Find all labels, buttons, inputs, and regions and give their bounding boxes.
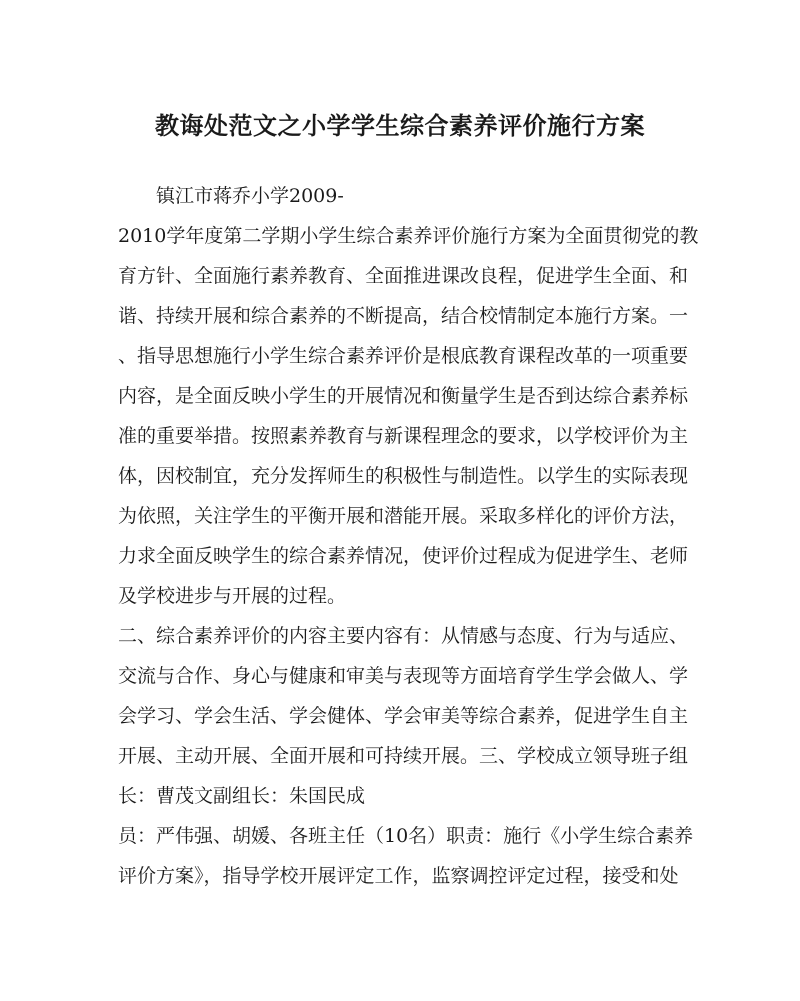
paragraph-line: 为依照，关注学生的平衡开展和潜能开展。采取多样化的评价方法，	[118, 505, 689, 527]
paragraph-line: 育方针、全面施行素养教育、全面推进课改良程，促进学生全面、和	[118, 265, 689, 287]
paragraph-line: 开展、主动开展、全面开展和可持续开展。三、学校成立领导班子组	[118, 745, 689, 767]
document-title: 教诲处范文之小学学生综合素养评价施行方案	[155, 111, 645, 140]
paragraph-line: 谐、持续开展和综合素养的不断提高，结合校情制定本施行方案。一	[118, 305, 689, 327]
paragraph-line: 2010学年度第二学期小学生综合素养评价施行方案为全面贯彻党的教	[118, 225, 699, 247]
paragraph-line: 内容，是全面反映小学生的开展情况和衡量学生是否到达综合素养标	[118, 385, 689, 407]
paragraph-line: 、指导思想施行小学生综合素养评价是根底教育课程改革的一项重要	[118, 345, 689, 367]
paragraph-line: 镇江市蒋乔小学2009-	[156, 185, 344, 207]
paragraph-line: 及学校进步与开展的过程。	[118, 585, 347, 607]
paragraph-line: 体，因校制宜，充分发挥师生的积极性与制造性。以学生的实际表现	[118, 465, 689, 487]
paragraph-line: 会学习、学会生活、学会健体、学会审美等综合素养，促进学生自主	[118, 705, 689, 727]
paragraph-line: 长：曹茂文副组长：朱国民成	[118, 785, 366, 807]
document-body	[118, 176, 699, 896]
paragraph-line: 二、综合素养评价的内容主要内容有：从情感与态度、行为与适应、	[118, 625, 689, 647]
paragraph-line: 交流与合作、身心与健康和审美与表现等方面培育学生学会做人、学	[118, 665, 689, 687]
paragraph-line: 力求全面反映学生的综合素养情况，使评价过程成为促进学生、老师	[118, 545, 689, 567]
paragraph-line: 准的重要举措。按照素养教育与新课程理念的要求，以学校评价为主	[118, 425, 689, 447]
paragraph-line: 评价方案》，指导学校开展评定工作，监察调控评定过程，接受和处	[118, 865, 679, 887]
paragraph-line: 员：严伟强、胡媛、各班主任（10名）职责：施行《小学生综合素养	[118, 825, 694, 847]
